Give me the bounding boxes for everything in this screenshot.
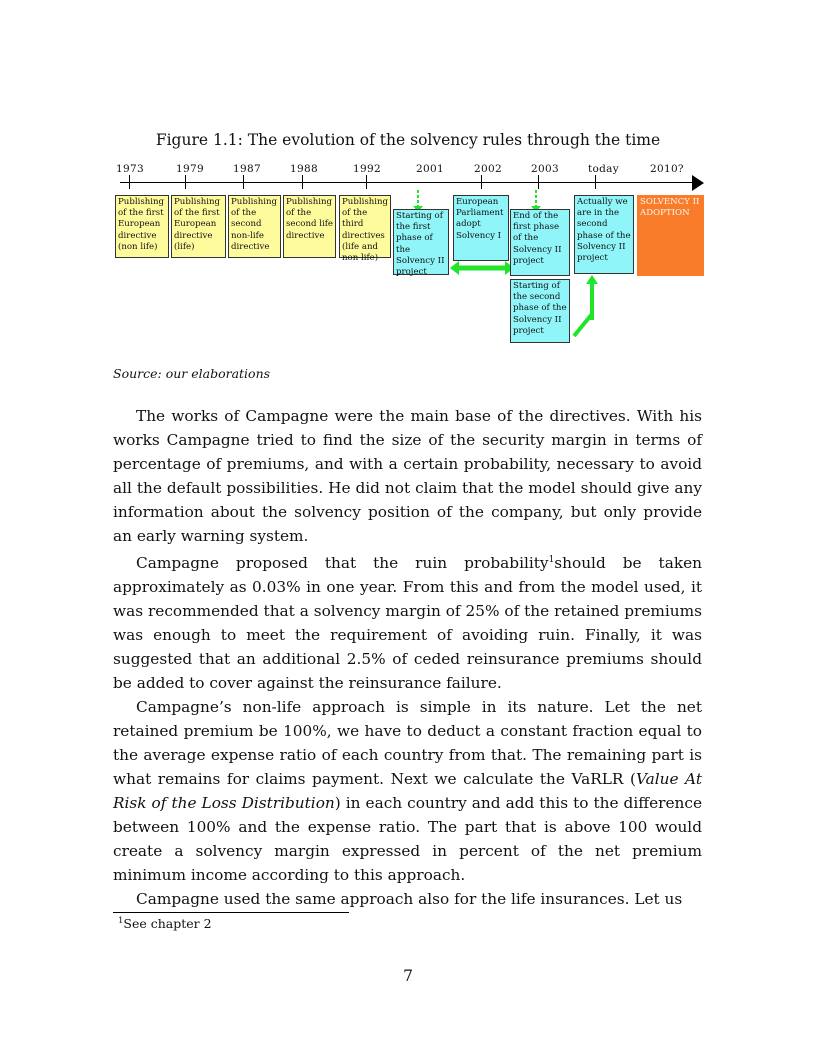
year-label: 2001 [416, 163, 444, 175]
footnote-rule [113, 912, 349, 913]
year-label: 1979 [176, 163, 204, 175]
paragraph: Campagne used the same approach also for the life insurances. Let us [136, 890, 683, 909]
milestone-box: Publishing of the second life directive [283, 195, 336, 258]
milestone-box: End of the first phase of the Solvency II project [510, 209, 570, 276]
milestone-box: Actually we are in the second phase of the Solvency II project [574, 195, 634, 274]
paragraph [113, 695, 702, 887]
milestone-box: Publishing of the third directives (life and non life) [339, 195, 391, 258]
footnote-number: 1 [118, 916, 124, 926]
italic-term: Value At Risk of the Loss Distribution [113, 770, 702, 813]
text-run: ) in each country and add this to the difference between 100% and the expense ratio. The part that is above 100 would create a solvency margin expressed in percent of the net premium minimum income according to this approach. [113, 794, 702, 885]
year-label: today [588, 163, 619, 175]
paragraph [113, 548, 702, 695]
footnote-mark: 1 [548, 555, 555, 565]
milestone-box: European Parliament adopt Solvency I [453, 195, 509, 261]
page-number: 7 [403, 967, 413, 985]
milestone-box: SOLVENCY II ADOPTION [637, 195, 704, 276]
figure-source: Source: our elaborations [113, 366, 271, 381]
year-label: 2002 [474, 163, 502, 175]
year-label: 2003 [531, 163, 559, 175]
year-label: 1988 [290, 163, 318, 175]
milestone-box: Starting of the first phase of the Solvency II project [393, 209, 449, 275]
body-text [113, 404, 702, 911]
year-label: 2010? [650, 163, 684, 175]
milestone-box: Publishing of the first European directive (non life) [115, 195, 169, 258]
figure-caption: Figure 1.1: The evolution of the solvency rules through the time [155, 131, 661, 149]
milestone-box: Publishing of the first European directive (life) [171, 195, 226, 258]
milestone-box: Starting of the second phase of the Solvency II project [510, 279, 570, 343]
milestone-box: Publishing of the second non-life directive [228, 195, 281, 258]
year-label: 1973 [116, 163, 144, 175]
footnote [118, 916, 212, 931]
text-run: Campagne’s non-life approach is simple in its nature. Let the net retained premium be 100%, we have to deduct a constant fraction equal to the average expense ratio of each country from that. The remaining part is what remains for claims payment. Next we calculate the VaRLR ( [113, 698, 702, 789]
paragraph: The works of Campagne were the main base of the directives. With his works Campagne tried to find the size of the security margin in terms of percentage of premiums, and with a certain probability, necessary to avoid all the default possibilities. He did not claim that the model should give any information about the solvency position of the company, but only provide an early warning system. [113, 407, 702, 545]
text-run: Campagne proposed that the ruin probability [136, 554, 549, 573]
timeline-figure [112, 158, 712, 348]
year-label: 1987 [233, 163, 261, 175]
text-run: should be taken approximately as 0.03% in one year. From this and from the model used, it was recommended that a solvency margin of 25% of the retained premiums was enough to meet the requirement of avoiding ruin. Finally, it was suggested that an additional 2.5% of ceded reinsurance premiums should be added to cover against the reinsurance failure. [113, 554, 702, 693]
footnote-text: See chapter 2 [123, 916, 212, 932]
year-label: 1992 [353, 163, 381, 175]
